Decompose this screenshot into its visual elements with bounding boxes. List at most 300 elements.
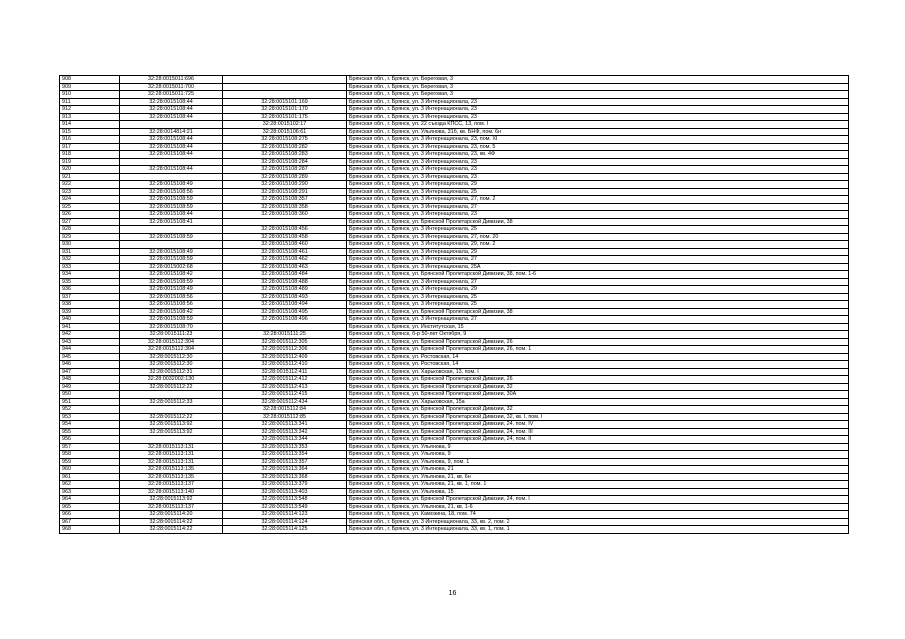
land-cadastral-number-cell: 32:28:0015113:140: [120, 488, 223, 496]
table-row: [60, 413, 849, 421]
row-number-cell: 963: [60, 488, 120, 496]
object-cadastral-number-cell: 32:28:0015112:412: [223, 376, 347, 384]
row-number-cell: 935: [60, 278, 120, 286]
address-cell: Брянская обл., г. Брянск, ул. 22 съезда КПСС, 13, пом. I: [347, 121, 849, 129]
object-cadastral-number-cell: 32:28:0015108:461: [223, 248, 347, 256]
table-row: [60, 323, 849, 331]
land-cadastral-number-cell: 32:28:0015114:20: [120, 511, 223, 519]
land-cadastral-number-cell: 32:28:0015113:92: [120, 428, 223, 436]
address-cell: Брянская обл., г. Брянск, ул. Ростовская, 14: [347, 361, 849, 369]
land-cadastral-number-cell: 32:28:0015113:92: [120, 421, 223, 429]
object-cadastral-number-cell: 32:28:0015111:25: [223, 331, 347, 339]
table-row: [60, 443, 849, 451]
land-cadastral-number-cell: 32:28:0015108:59: [120, 203, 223, 211]
object-cadastral-number-cell: 32:28:0015108:284: [223, 158, 347, 166]
row-number-cell: 910: [60, 91, 120, 99]
table-row: [60, 421, 849, 429]
land-cadastral-number-cell: [120, 173, 223, 181]
object-cadastral-number-cell: 32:28:0015112:84: [223, 406, 347, 414]
table-row: [60, 226, 849, 234]
row-number-cell: 939: [60, 308, 120, 316]
land-cadastral-number-cell: [120, 436, 223, 444]
land-cadastral-number-cell: [120, 391, 223, 399]
object-cadastral-number-cell: 32:28:0015113:549: [223, 503, 347, 511]
table-row: [60, 338, 849, 346]
page-number: 16: [448, 590, 457, 597]
row-number-cell: 909: [60, 83, 120, 91]
table-row: [60, 76, 849, 84]
address-cell: Брянская обл., г. Брянск, ул. Береговая, 3: [347, 91, 849, 99]
address-cell: Брянская обл., г. Брянск, ул. 3 Интернационала, 23, пом. 5: [347, 143, 849, 151]
land-cadastral-number-cell: 32:28:0015108:49: [120, 248, 223, 256]
row-number-cell: 916: [60, 136, 120, 144]
table-row: [60, 106, 849, 114]
row-number-cell: 947: [60, 368, 120, 376]
object-cadastral-number-cell: 32:28:0015112:305: [223, 338, 347, 346]
object-cadastral-number-cell: 32:28:0015112:411: [223, 368, 347, 376]
row-number-cell: 927: [60, 218, 120, 226]
row-number-cell: 926: [60, 211, 120, 219]
address-cell: Брянская обл., г. Брянск, ул. Ульянова, 9, пом. 1: [347, 458, 849, 466]
land-cadastral-number-cell: [120, 406, 223, 414]
object-cadastral-number-cell: 32:28:0015108:488: [223, 278, 347, 286]
land-cadastral-number-cell: 32:28:0015108:44: [120, 166, 223, 174]
address-cell: Брянская обл., г. Брянск, ул. Брянской Пролетарской Дивизии, 32, кв. I, пом. I: [347, 413, 849, 421]
address-cell: Брянская обл., г. Брянск, ул. 3 Интернационала, 25: [347, 226, 849, 234]
address-cell: Брянская обл., г. Брянск, ул. 3 Интернационала, 23, кв. 4Ф: [347, 151, 849, 159]
table-row: [60, 121, 849, 129]
row-number-cell: 959: [60, 458, 120, 466]
land-cadastral-number-cell: 32:28:0015108:44: [120, 98, 223, 106]
table-row: [60, 368, 849, 376]
row-number-cell: 943: [60, 338, 120, 346]
land-cadastral-number-cell: 32:28:0015113:131: [120, 443, 223, 451]
row-number-cell: 933: [60, 263, 120, 271]
address-cell: Брянская обл., г. Брянск, ул. 3 Интернационала, 23: [347, 98, 849, 106]
table-row: [60, 256, 849, 264]
land-cadastral-number-cell: [120, 241, 223, 249]
table-row: [60, 188, 849, 196]
land-cadastral-number-cell: 32:28:0014814:21: [120, 128, 223, 136]
address-cell: Брянская обл., г. Брянск, ул. 3 Интернационала, 25А: [347, 263, 849, 271]
object-cadastral-number-cell: 32:28:0015113:357: [223, 458, 347, 466]
table-row: [60, 113, 849, 121]
table-row: [60, 331, 849, 339]
object-cadastral-number-cell: 32:28:0015108:282: [223, 143, 347, 151]
row-number-cell: 924: [60, 196, 120, 204]
address-cell: Брянская обл., г. Брянск, ул. Брянской Пролетарской Дивизии, 38: [347, 218, 849, 226]
address-cell: Брянская обл., г. Брянск, ул. 3 Интернационала, 25: [347, 188, 849, 196]
row-number-cell: 918: [60, 151, 120, 159]
land-cadastral-number-cell: 32:28:0015011:696: [120, 76, 223, 84]
table-row: [60, 241, 849, 249]
address-cell: Брянская обл., г. Брянск, ул. 3 Интернационала, 27, пом. 2: [347, 196, 849, 204]
table-row: [60, 203, 849, 211]
row-number-cell: 945: [60, 353, 120, 361]
row-number-cell: 929: [60, 233, 120, 241]
row-number-cell: 911: [60, 98, 120, 106]
row-number-cell: 940: [60, 316, 120, 324]
object-cadastral-number-cell: 32:28:0015108:494: [223, 301, 347, 309]
row-number-cell: 956: [60, 436, 120, 444]
address-cell: Брянская обл., г. Брянск, ул. Береговая, 3: [347, 76, 849, 84]
object-cadastral-number-cell: 32:28:0015113:548: [223, 496, 347, 504]
land-cadastral-number-cell: 32:28:0015108:56: [120, 188, 223, 196]
row-number-cell: 925: [60, 203, 120, 211]
row-number-cell: 934: [60, 271, 120, 279]
land-cadastral-number-cell: 32:28:0015112:22: [120, 383, 223, 391]
object-cadastral-number-cell: 32:28:0015108:460: [223, 241, 347, 249]
land-cadastral-number-cell: 32:28:0015113:131: [120, 451, 223, 459]
object-cadastral-number-cell: 32:28:0015114:125: [223, 526, 347, 534]
row-number-cell: 931: [60, 248, 120, 256]
land-cadastral-number-cell: 32:28:0015112:304: [120, 338, 223, 346]
object-cadastral-number-cell: 32:28:0015112:413: [223, 383, 347, 391]
row-number-cell: 961: [60, 473, 120, 481]
object-cadastral-number-cell: 32:28:0015101:169: [223, 98, 347, 106]
address-cell: Брянская обл., г. Брянск, ул. 3 Интернационала, 27: [347, 256, 849, 264]
land-cadastral-number-cell: 32:28:0015108:56: [120, 301, 223, 309]
object-cadastral-number-cell: 32:28:0015108:493: [223, 293, 347, 301]
row-number-cell: 950: [60, 391, 120, 399]
table-row: [60, 466, 849, 474]
table-row: [60, 526, 849, 534]
land-cadastral-number-cell: 32:28:0015108:44: [120, 136, 223, 144]
row-number-cell: 948: [60, 376, 120, 384]
object-cadastral-number-cell: 32:28:0015108:287: [223, 166, 347, 174]
table-row: [60, 211, 849, 219]
row-number-cell: 908: [60, 76, 120, 84]
row-number-cell: 949: [60, 383, 120, 391]
object-cadastral-number-cell: 32:28:0015106:61: [223, 128, 347, 136]
registry-table: [59, 75, 849, 534]
table-row: [60, 233, 849, 241]
object-cadastral-number-cell: [223, 83, 347, 91]
table-row: [60, 143, 849, 151]
table-row: [60, 173, 849, 181]
address-cell: Брянская обл., г. Брянск, ул. 3 Интернационала, 33, кв. 2, пом. 2: [347, 518, 849, 526]
object-cadastral-number-cell: 32:28:0015108:291: [223, 188, 347, 196]
address-cell: Брянская обл., г. Брянск, ул. Ульянова, 21, кв. 1-6: [347, 503, 849, 511]
object-cadastral-number-cell: 32:28:0015108:289: [223, 173, 347, 181]
table-row: [60, 428, 849, 436]
object-cadastral-number-cell: 32:28:0015108:360: [223, 211, 347, 219]
land-cadastral-number-cell: 32:28:0015112:33: [120, 398, 223, 406]
land-cadastral-number-cell: [120, 226, 223, 234]
address-cell: Брянская обл., г. Брянск, ул. 3 Интернационала, 27: [347, 278, 849, 286]
table-row: [60, 301, 849, 309]
object-cadastral-number-cell: 32:28:0015108:496: [223, 316, 347, 324]
object-cadastral-number-cell: 32:28:0015108:463: [223, 263, 347, 271]
object-cadastral-number-cell: 32:28:0015113:344: [223, 436, 347, 444]
table-row: [60, 151, 849, 159]
row-number-cell: 953: [60, 413, 120, 421]
address-cell: Брянская обл., г. Брянск, ул. Брянской Пролетарской Дивизии, 38: [347, 308, 849, 316]
land-cadastral-number-cell: 32:28:0015011:700: [120, 83, 223, 91]
object-cadastral-number-cell: 32:28:0015108:290: [223, 181, 347, 189]
table-row: [60, 451, 849, 459]
address-cell: Брянская обл., г. Брянск, ул. 3 Интернационала, 27: [347, 203, 849, 211]
object-cadastral-number-cell: [223, 323, 347, 331]
row-number-cell: 967: [60, 518, 120, 526]
object-cadastral-number-cell: 32:28:0015108:484: [223, 271, 347, 279]
table-row: [60, 376, 849, 384]
table-row: [60, 181, 849, 189]
object-cadastral-number-cell: 32:28:0015108:495: [223, 308, 347, 316]
row-number-cell: 913: [60, 113, 120, 121]
row-number-cell: 932: [60, 256, 120, 264]
row-number-cell: 944: [60, 346, 120, 354]
object-cadastral-number-cell: 32:28:0015108:275: [223, 136, 347, 144]
row-number-cell: 968: [60, 526, 120, 534]
land-cadastral-number-cell: 32:28:0015113:137: [120, 503, 223, 511]
address-cell: Брянская обл., г. Брянск, ул. Брянской Пролетарской Дивизии, 30А: [347, 391, 849, 399]
row-number-cell: 954: [60, 421, 120, 429]
land-cadastral-number-cell: 32:28:0015108:49: [120, 181, 223, 189]
object-cadastral-number-cell: 32:28:0015113:341: [223, 421, 347, 429]
address-cell: Брянская обл., г. Брянск, ул. Брянской Пролетарской Дивизии, 24, пом. I: [347, 496, 849, 504]
address-cell: Брянская обл., г. Брянск, ул. Ульянова, 21, кв. 6н: [347, 473, 849, 481]
object-cadastral-number-cell: 32:28:0015112:434: [223, 398, 347, 406]
address-cell: Брянская обл., г. Брянск, ул. Брянской Пролетарской Дивизии, 24, пом. IV: [347, 421, 849, 429]
address-cell: Брянская обл., г. Брянск, ул. Береговая, 3: [347, 83, 849, 91]
table-row: [60, 458, 849, 466]
object-cadastral-number-cell: 32:28:0015108:357: [223, 196, 347, 204]
land-cadastral-number-cell: 32:28:0015113:135: [120, 466, 223, 474]
land-cadastral-number-cell: 32:28:0015112:30: [120, 353, 223, 361]
object-cadastral-number-cell: 32:28:0015112:409: [223, 353, 347, 361]
land-cadastral-number-cell: [120, 158, 223, 166]
land-cadastral-number-cell: 32:28:0015108:70: [120, 323, 223, 331]
row-number-cell: 921: [60, 173, 120, 181]
address-cell: Брянская обл., г. Брянск, ул. 3 Интернационала, 27, пом. 20: [347, 233, 849, 241]
object-cadastral-number-cell: 32:28:0015108:489: [223, 286, 347, 294]
table-row: [60, 166, 849, 174]
address-cell: Брянская обл., г. Брянск, ул. Ульянова, 9: [347, 451, 849, 459]
table-row: [60, 383, 849, 391]
address-cell: Брянская обл., г. Брянск, ул. Брянской Пролетарской Дивизии, 26: [347, 376, 849, 384]
address-cell: Брянская обл., г. Брянск, ул. Ульянова, 21: [347, 466, 849, 474]
table-row: [60, 98, 849, 106]
table-row: [60, 391, 849, 399]
address-cell: Брянская обл., г. Брянск, ул. 3 Интернационала, 23: [347, 106, 849, 114]
row-number-cell: 952: [60, 406, 120, 414]
land-cadastral-number-cell: 32:28:0015108:44: [120, 106, 223, 114]
row-number-cell: 914: [60, 121, 120, 129]
address-cell: Брянская обл., г. Брянск, ул. 3 Интернационала, 29: [347, 248, 849, 256]
land-cadastral-number-cell: 32:28:0015108:41: [120, 218, 223, 226]
address-cell: Брянская обл., г. Брянск, ул. 3 Интернационала, 23: [347, 211, 849, 219]
address-cell: Брянская обл., г. Брянск, ул. Институтская, 15: [347, 323, 849, 331]
address-cell: Брянская обл., г. Брянск, ул. Харьковская, 15а: [347, 398, 849, 406]
row-number-cell: 958: [60, 451, 120, 459]
table-row: [60, 436, 849, 444]
address-cell: Брянская обл., г. Брянск, ул. Брянской Пролетарской Дивизии, 26, пом. 1: [347, 346, 849, 354]
table-row: [60, 293, 849, 301]
row-number-cell: 941: [60, 323, 120, 331]
object-cadastral-number-cell: 32:28:0015102:17: [223, 121, 347, 129]
land-cadastral-number-cell: 32:28:0015108:44: [120, 211, 223, 219]
table-row: [60, 316, 849, 324]
row-number-cell: 955: [60, 428, 120, 436]
land-cadastral-number-cell: 32:28:0015108:44: [120, 143, 223, 151]
object-cadastral-number-cell: 32:28:0015113:342: [223, 428, 347, 436]
object-cadastral-number-cell: 32:28:0015112:85: [223, 413, 347, 421]
table-row: [60, 473, 849, 481]
land-cadastral-number-cell: 32:28:0015108:44: [120, 113, 223, 121]
object-cadastral-number-cell: 32:28:0015112:410: [223, 361, 347, 369]
address-cell: Брянская обл., г. Брянск, ул. Брянской Пролетарской Дивизии, 38, пом. 1-6: [347, 271, 849, 279]
land-cadastral-number-cell: 32:28:0015011:725: [120, 91, 223, 99]
land-cadastral-number-cell: 32:28:0015108:59: [120, 256, 223, 264]
land-cadastral-number-cell: 32:28:0015112:31: [120, 368, 223, 376]
land-cadastral-number-cell: 32:28:0015113:137: [120, 481, 223, 489]
land-cadastral-number-cell: 32:28:0015108:59: [120, 278, 223, 286]
table-row: [60, 503, 849, 511]
land-cadastral-number-cell: 32:28:0015113:135: [120, 473, 223, 481]
table-row: [60, 286, 849, 294]
object-cadastral-number-cell: 32:28:0015114:124: [223, 518, 347, 526]
row-number-cell: 923: [60, 188, 120, 196]
row-number-cell: 919: [60, 158, 120, 166]
object-cadastral-number-cell: 32:28:0015108:456: [223, 226, 347, 234]
address-cell: Брянская обл., г. Брянск, ул. Ульянова, 9: [347, 443, 849, 451]
row-number-cell: 920: [60, 166, 120, 174]
land-cadastral-number-cell: 32:28:0015113:131: [120, 458, 223, 466]
address-cell: Брянская обл., г. Брянск, ул. Брянской Пролетарской Дивизии, 32: [347, 383, 849, 391]
address-cell: Брянская обл., г. Брянск, ул. Брянской Пролетарской Дивизии, 32: [347, 406, 849, 414]
row-number-cell: 946: [60, 361, 120, 369]
object-cadastral-number-cell: 32:28:0015112:415: [223, 391, 347, 399]
address-cell: Брянская обл., г. Брянск, ул. Ульянова, 31б, кв. БНФ, пом. 6н: [347, 128, 849, 136]
table-row: [60, 398, 849, 406]
address-cell: Брянская обл., г. Брянск, ул. 3 Интернационала, 25: [347, 293, 849, 301]
land-cadastral-number-cell: 32:28:0015112:30: [120, 361, 223, 369]
land-cadastral-number-cell: 32:28:0015108:42: [120, 271, 223, 279]
row-number-cell: 964: [60, 496, 120, 504]
address-cell: Брянская обл., г. Брянск, ул. 3 Интернационала, 23: [347, 166, 849, 174]
object-cadastral-number-cell: 32:28:0015101:170: [223, 106, 347, 114]
land-cadastral-number-cell: 32:28:0015108:59: [120, 196, 223, 204]
object-cadastral-number-cell: 32:28:0015108:458: [223, 233, 347, 241]
table-row: [60, 353, 849, 361]
address-cell: Брянская обл., г. Брянск, ул. Ростовская, 14: [347, 353, 849, 361]
address-cell: Брянская обл., г. Брянск, ул. Ульянова, 15: [347, 488, 849, 496]
row-number-cell: 957: [60, 443, 120, 451]
table-row: [60, 511, 849, 519]
row-number-cell: 960: [60, 466, 120, 474]
address-cell: Брянская обл., г. Брянск, ул. 3 Интернационала, 23, пом. XI: [347, 136, 849, 144]
land-cadastral-number-cell: 32:28:0015113:92: [120, 496, 223, 504]
object-cadastral-number-cell: 32:28:0015113:368: [223, 473, 347, 481]
row-number-cell: 951: [60, 398, 120, 406]
row-number-cell: 966: [60, 511, 120, 519]
land-cadastral-number-cell: 32:28:0015002:68: [120, 263, 223, 271]
address-cell: Брянская обл., г. Брянск, ул. Ульянова, 21, кв. 1, пом. 1: [347, 481, 849, 489]
table-row: [60, 481, 849, 489]
table-row: [60, 136, 849, 144]
object-cadastral-number-cell: 32:28:0015101:175: [223, 113, 347, 121]
land-cadastral-number-cell: 32:28:0015112:22: [120, 413, 223, 421]
land-cadastral-number-cell: 32:28:0015108:59: [120, 316, 223, 324]
row-number-cell: 928: [60, 226, 120, 234]
table-row: [60, 406, 849, 414]
table-row: [60, 361, 849, 369]
table-row: [60, 128, 849, 136]
address-cell: Брянская обл., г. Брянск, ул. 3 Интернационала, 29, пом. 2: [347, 241, 849, 249]
address-cell: Брянская обл., г. Брянск, б-р 50-лет Октября, 9: [347, 331, 849, 339]
land-cadastral-number-cell: 32:28:0015114:22: [120, 526, 223, 534]
object-cadastral-number-cell: [223, 218, 347, 226]
table-row: [60, 91, 849, 99]
address-cell: Брянская обл., г. Брянск, ул. 3 Интернационала, 23: [347, 113, 849, 121]
table-row: [60, 308, 849, 316]
row-number-cell: 938: [60, 301, 120, 309]
row-number-cell: 917: [60, 143, 120, 151]
row-number-cell: 930: [60, 241, 120, 249]
address-cell: Брянская обл., г. Брянск, ул. 3 Интернационала, 29: [347, 286, 849, 294]
address-cell: Брянская обл., г. Брянск, ул. 3 Интернационала, 33, кв. 1, пом. 1: [347, 526, 849, 534]
table-row: [60, 346, 849, 354]
object-cadastral-number-cell: 32:28:0015113:403: [223, 488, 347, 496]
land-cadastral-number-cell: 32:28:0015108:44: [120, 151, 223, 159]
row-number-cell: 915: [60, 128, 120, 136]
row-number-cell: 962: [60, 481, 120, 489]
land-cadastral-number-cell: 32:28:0015108:56: [120, 293, 223, 301]
land-cadastral-number-cell: [120, 121, 223, 129]
table-row: [60, 496, 849, 504]
land-cadastral-number-cell: 32:28:0015108:59: [120, 233, 223, 241]
address-cell: Брянская обл., г. Брянск, ул. Брянской Пролетарской Дивизии, 24, пом. III: [347, 428, 849, 436]
table-row: [60, 488, 849, 496]
table-row: [60, 518, 849, 526]
land-cadastral-number-cell: 32:28:0015114:22: [120, 518, 223, 526]
table-row: [60, 83, 849, 91]
land-cadastral-number-cell: 32:28:0015112:304: [120, 346, 223, 354]
table-row: [60, 158, 849, 166]
object-cadastral-number-cell: 32:28:0015113:353: [223, 443, 347, 451]
object-cadastral-number-cell: 32:28:0015112:306: [223, 346, 347, 354]
object-cadastral-number-cell: 32:28:0015114:123: [223, 511, 347, 519]
row-number-cell: 936: [60, 286, 120, 294]
object-cadastral-number-cell: 32:28:0015108:283: [223, 151, 347, 159]
row-number-cell: 942: [60, 331, 120, 339]
table-row: [60, 278, 849, 286]
address-cell: Брянская обл., г. Брянск, ул. 3 Интернационала, 23: [347, 173, 849, 181]
object-cadastral-number-cell: 32:28:0015113:379: [223, 481, 347, 489]
object-cadastral-number-cell: 32:28:0015113:354: [223, 451, 347, 459]
address-cell: Брянская обл., г. Брянск, ул. Брянской Пролетарской Дивизии, 26: [347, 338, 849, 346]
land-cadastral-number-cell: 32:28:0032002:130: [120, 376, 223, 384]
object-cadastral-number-cell: 32:28:0015108:462: [223, 256, 347, 264]
land-cadastral-number-cell: 32:28:0015108:49: [120, 286, 223, 294]
address-cell: Брянская обл., г. Брянск, ул. Брянской Пролетарской Дивизии, 24, пом. II: [347, 436, 849, 444]
table-row: [60, 248, 849, 256]
row-number-cell: 912: [60, 106, 120, 114]
land-cadastral-number-cell: 32:28:0015108:42: [120, 308, 223, 316]
object-cadastral-number-cell: 32:28:0015108:358: [223, 203, 347, 211]
address-cell: Брянская обл., г. Брянск, ул. Камозина, 18, пом. 74: [347, 511, 849, 519]
object-cadastral-number-cell: [223, 91, 347, 99]
registry-table-body: [60, 76, 849, 534]
table-row: [60, 218, 849, 226]
object-cadastral-number-cell: 32:28:0015113:364: [223, 466, 347, 474]
row-number-cell: 965: [60, 503, 120, 511]
object-cadastral-number-cell: [223, 76, 347, 84]
table-row: [60, 263, 849, 271]
address-cell: Брянская обл., г. Брянск, ул. 3 Интернационала, 27: [347, 316, 849, 324]
table-row: [60, 271, 849, 279]
